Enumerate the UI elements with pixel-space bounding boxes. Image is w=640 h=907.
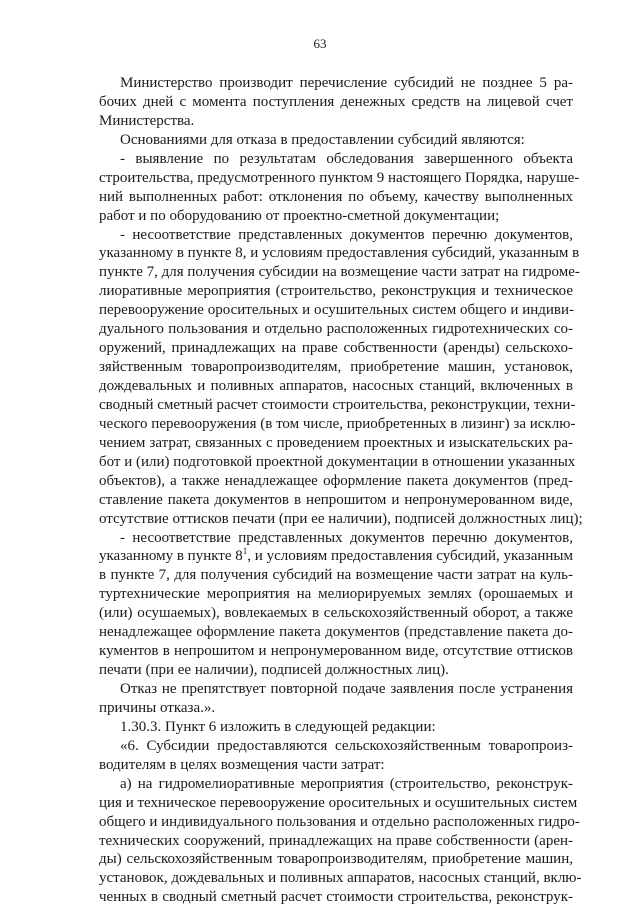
text-line: указанному в пункте 8, и условиям предоставления субсидий, указанным в <box>99 245 580 262</box>
text-line: объектов), а также ненадлежащее оформление пакета документов (пред- <box>99 472 573 489</box>
text-line: ческого перевооружения (в том числе, приобретенных в лизинг) за исклю- <box>99 415 576 432</box>
text-line: бот и (или) подготовкой проектной документации в отношении указанных <box>99 453 576 470</box>
text-line: кументов в непрошитом и непронумерованном виде, отсутствие оттисков <box>99 643 573 660</box>
text-line: в пункте 7, для получения субсидий на возмещение части затрат на куль- <box>99 567 573 584</box>
text-line: дуального пользования и отдельно расположенных гидротехнических со- <box>99 321 573 338</box>
text-line: бочих дней с момента поступления денежных средств на лицевой счет <box>99 93 573 110</box>
text-line: сводный сметный расчет стоимости строительства, реконструкции, техни- <box>99 396 576 413</box>
page-number: 63 <box>313 36 327 51</box>
text-line: установок, дождевальных и поливных аппаратов, насосных станций, вклю- <box>99 870 582 887</box>
text-line: лиоративные мероприятия (строительство, реконструкция и техническое <box>99 283 573 300</box>
text-line: водителям в целях возмещения части затрат: <box>99 756 385 773</box>
text-line: строительства, предусмотренного пунктом 9 настоящего Порядка, наруше- <box>99 169 580 186</box>
text-line: перевооружение оросительных и осушительных систем общего и индиви- <box>99 302 575 319</box>
document-body <box>99 74 583 907</box>
text-line: Основаниями для отказа в предоставлении субсидий являются: <box>120 131 525 148</box>
text-line: Министерство производит перечисление субсидий не позднее 5 ра- <box>120 75 573 91</box>
text-line: ний выполненных работ: отклонения по объему, качеству выполненных <box>99 188 573 205</box>
text-line: указанному в пункте $8^1$, и условиям предоставления субсидий, указанным <box>99 546 573 565</box>
text-line: ченных в сводный сметный расчет стоимости строительства, реконструк- <box>99 889 573 906</box>
text-line: дождевальных и поливных аппаратов, насосных станций, включенных в <box>99 378 573 394</box>
text-line: - выявление по результатам обследования завершенного объекта <box>120 150 573 167</box>
text-line: ненадлежащее оформление пакета документов (представление пакета до- <box>99 624 573 641</box>
text-line: чением затрат, связанных с проведением проектных и изыскательских ра- <box>99 434 573 451</box>
text-line: - несоответствие представленных документов перечню документов, <box>120 529 573 546</box>
text-line: Министерства. <box>99 112 195 129</box>
text-line: причины отказа.». <box>99 699 216 716</box>
text-line: пункте 7, для получения субсидии на возмещение части затрат на гидроме- <box>99 264 580 281</box>
text-line: - несоответствие представленных документов перечню документов, <box>120 226 573 243</box>
text-line: печати (при ее наличии), подписей должностных лиц). <box>99 662 449 679</box>
text-line: (или) осушаемых), вовлекаемых в сельскохозяйственный оборот, а также <box>99 605 573 622</box>
text-line: работ и по оборудованию от проектно-сметной документации; <box>99 207 500 224</box>
text-line: ставление пакета документов в непрошитом и непронумерованном виде, <box>99 491 573 508</box>
text-line: общего и индивидуального пользования и отдельно расположенных гидро- <box>99 813 580 830</box>
text-line: отсутствие оттисков печати (при ее наличии), подписей должностных лиц); <box>99 510 583 527</box>
text-line: 1.30.3. Пункт 6 изложить в следующей редакции: <box>120 718 436 735</box>
text-line: а) на гидромелиоративные мероприятия (строительство, реконструк- <box>120 775 573 792</box>
text-line: ды) сельскохозяйственным товаропроизводителям, приобретение машин, <box>99 851 573 868</box>
text-line: туртехнические мероприятия на мелиорируемых землях (орошаемых и <box>99 586 573 603</box>
text-line: зяйственным товаропроизводителям, приобретение машин, установок, <box>99 359 573 376</box>
text-line: ция и техническое перевооружение оросительных и осушительных систем <box>99 794 578 811</box>
text-line: оружений, принадлежащих на праве собственности (аренды) сельскохо- <box>99 340 573 357</box>
text-line: технических сооружений, принадлежащих на праве собственности (арен- <box>99 832 573 849</box>
text-line: «6. Субсидии предоставляются сельскохозяйственным товаропроиз- <box>120 737 573 754</box>
text-line: Отказ не препятствует повторной подаче заявления после устранения <box>120 681 573 697</box>
